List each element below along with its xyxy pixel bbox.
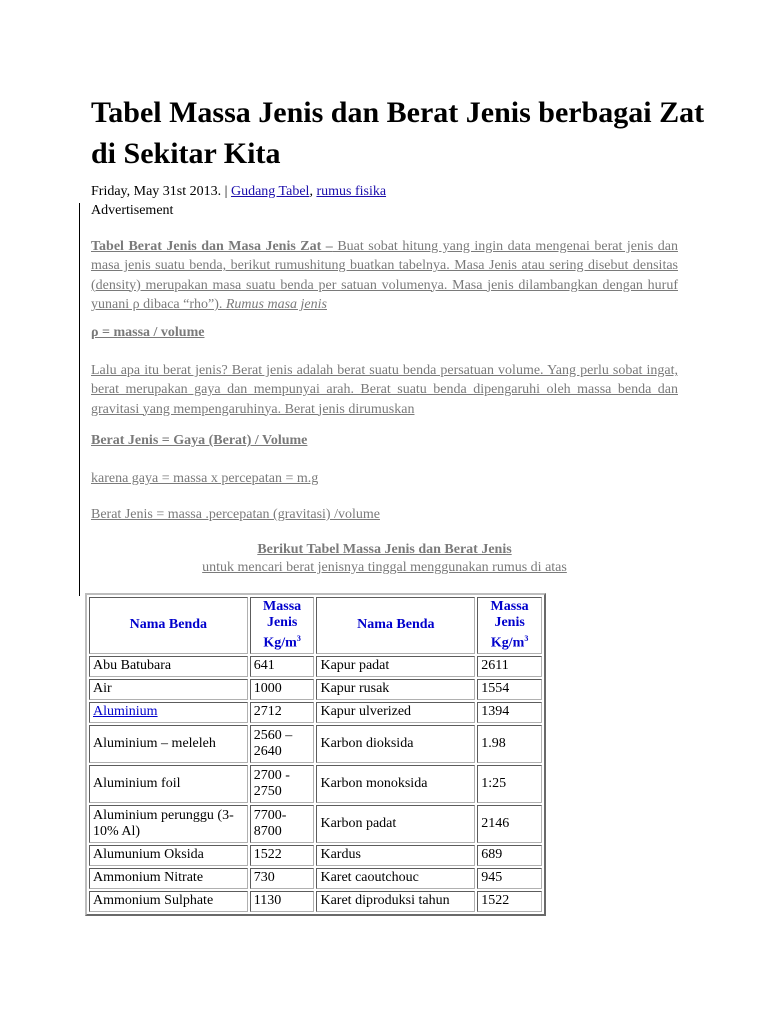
intro-bold: Tabel Berat Jenis dan Masa Jenis Zat – — [91, 239, 333, 254]
cell-value: 1522 — [477, 891, 542, 912]
cell-name: Aluminium perunggu (3-10% Al) — [89, 805, 248, 843]
cell-name: Ammonium Sulphate — [89, 891, 248, 912]
cell-value: 2712 — [250, 702, 315, 723]
category-link-gudang-tabel[interactable]: Gudang Tabel — [230, 184, 310, 199]
density-table — [85, 593, 546, 916]
cell-value: 641 — [250, 656, 315, 677]
cell-name: Karet caoutchouc — [316, 868, 475, 889]
category-comma: , — [309, 184, 313, 199]
formula-berat-jenis: Berat Jenis = Gaya (Berat) / Volume — [91, 433, 308, 448]
cell-name: Aluminium – meleleh — [89, 725, 248, 763]
page-title: Tabel Massa Jenis dan Berat Jenis berbagai Zat di Sekitar Kita — [91, 96, 705, 170]
cell-value: 945 — [477, 868, 542, 889]
post-meta — [91, 183, 386, 200]
cell-name: Karbon monoksida — [316, 765, 475, 803]
cell-value: 2611 — [477, 656, 542, 677]
formula-rho: ρ = massa / volume — [91, 325, 205, 340]
aluminium-link[interactable]: Aluminium — [93, 704, 158, 720]
table-row — [89, 765, 542, 803]
cell-value: 1000 — [250, 679, 315, 700]
cell-name: Karbon dioksida — [316, 725, 475, 763]
cell-value: 7700-8700 — [250, 805, 315, 843]
table-row — [89, 868, 542, 889]
cell-name: Alumunium Oksida — [89, 845, 248, 866]
cell-name: Kapur padat — [316, 656, 475, 677]
cell-value: 2560 – 2640 — [250, 725, 315, 763]
cell-name: Karbon padat — [316, 805, 475, 843]
table-row — [89, 656, 542, 677]
table-header-row — [89, 597, 542, 654]
formula-gaya: karena gaya = massa x percepatan = m.g — [91, 471, 319, 486]
formula-berat-jenis-2: Berat Jenis = massa .percepatan (gravitasi) /volume — [91, 507, 380, 522]
header-mass-1: Massa Jenis $Kg/m^3$ — [250, 597, 315, 654]
cell-name: Karet diproduksi tahun — [316, 891, 475, 912]
table-caption: Berikut Tabel Massa Jenis dan Berat Jenis — [257, 542, 512, 557]
cell-name: Abu Batubara — [89, 656, 248, 677]
cell-value: 1554 — [477, 679, 542, 700]
cell-name: Aluminium foil — [89, 765, 248, 803]
cell-value: 730 — [250, 868, 315, 889]
header-name-2: Nama Benda — [316, 597, 475, 654]
header-name-1: Nama Benda — [89, 597, 248, 654]
post-date: Friday, May 31st 2013. — [91, 184, 222, 199]
category-link-rumus-fisika[interactable]: rumus fisika — [316, 184, 387, 199]
intro-text: Buat sobat hitung yang ingin data mengenai berat jenis dan masa jenis suatu benda, berikut rumushitung buatkan tabelnya. Masa Jenis atau sering disebut densitas (density) merupakan masa suatu benda per satuan volumenya. Masa jenis dilambangkan dengan huruf yunani ρ dibaca “rho”). — [91, 239, 678, 312]
cell-value: 2146 — [477, 805, 542, 843]
cell-name: Kardus — [316, 845, 475, 866]
intro-italic: Rumus masa jenis — [225, 296, 327, 312]
cell-name — [89, 702, 248, 723]
intro-paragraph — [91, 237, 678, 314]
cell-value: 2700 - 2750 — [250, 765, 315, 803]
meta-separator: | — [224, 184, 228, 199]
cell-value: 1.98 — [477, 725, 542, 763]
cell-value: 1394 — [477, 702, 542, 723]
table-row — [89, 845, 542, 866]
cell-name: Kapur rusak — [316, 679, 475, 700]
cell-name: Kapur ulverized — [316, 702, 475, 723]
table-row — [89, 891, 542, 912]
left-divider-line — [79, 203, 80, 596]
table-subcaption: untuk mencari berat jenisnya tinggal menggunakan rumus di atas — [202, 560, 567, 575]
header-mass-2: Massa Jenis $Kg/m^3$ — [477, 597, 542, 654]
table-row — [89, 702, 542, 723]
berat-jenis-paragraph: Lalu apa itu berat jenis? Berat jenis adalah berat suatu benda persatuan volume. Yang perlu sobat ingat, berat merupakan gaya dan mempunyai arah. Berat suatu benda dipengaruhi oleh massa benda dan gravitasi yang mempengaruhinya. Berat jenis dirumuskan — [91, 363, 678, 417]
cell-value: 1:25 — [477, 765, 542, 803]
advertisement-label: Advertisement — [91, 203, 174, 218]
table-row — [89, 805, 542, 843]
cell-value: 1130 — [250, 891, 315, 912]
cell-value: 689 — [477, 845, 542, 866]
cell-value: 1522 — [250, 845, 315, 866]
cell-name: Ammonium Nitrate — [89, 868, 248, 889]
cell-name: Air — [89, 679, 248, 700]
table-row — [89, 679, 542, 700]
table-row — [89, 725, 542, 763]
